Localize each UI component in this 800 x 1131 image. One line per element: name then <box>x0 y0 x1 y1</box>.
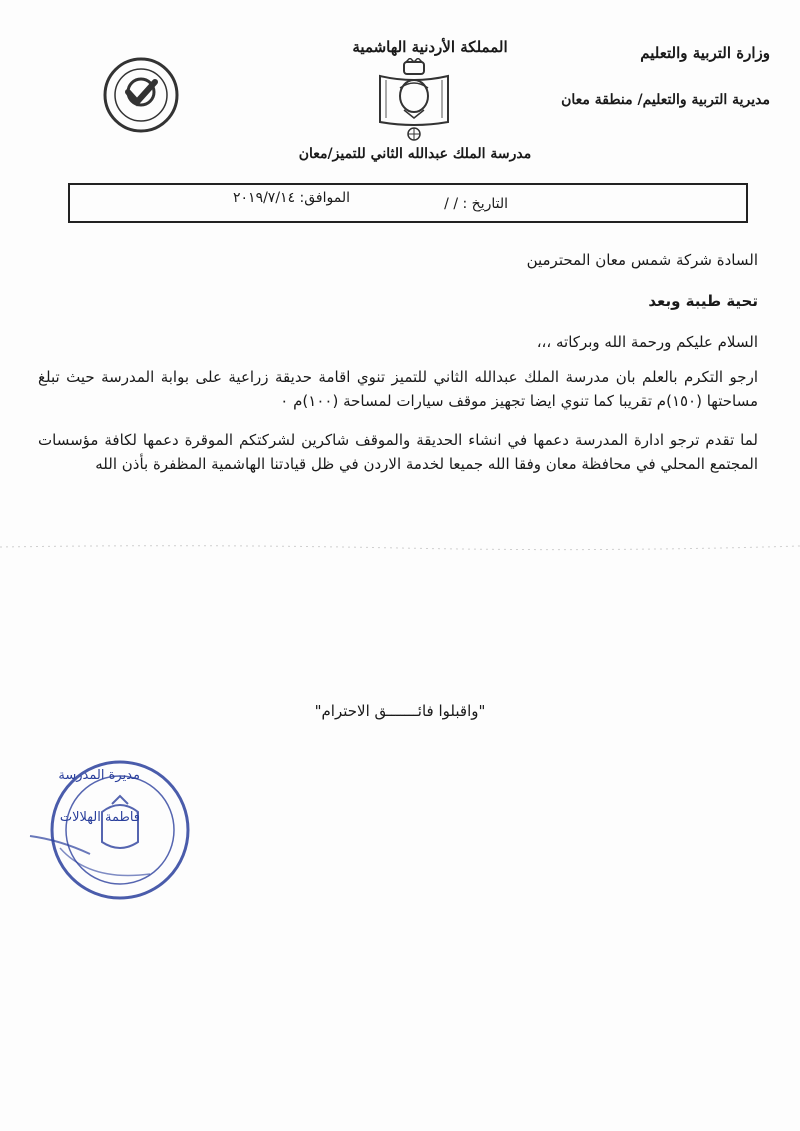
salutation-line: السلام عليكم ورحمة الله وبركاته ،،، <box>536 333 758 351</box>
body-paragraph-1: ارجو التكرم بالعلم بان مدرسة الملك عبدالله الثاني للتميز تنوي اقامة حديقة زراعية على بوابة المدرسة حيث تبلغ مساحتها (١٥٠)م تقريبا كما تنوي ايضا تجهيز موقف سيارات لمساحة (١٠٠)م ٠ <box>38 368 758 410</box>
closing-line: "واقبلوا فائـــــــق الاحترام" <box>314 702 486 720</box>
ministry-title: وزارة التربية والتعليم <box>640 44 770 62</box>
body-paragraph-2: لما تقدم ترجو ادارة المدرسة دعمها في انشاء الحديقة والموقف شاكرين لشركتكم الموقرة دعمها لكافة مؤسسات المجتمع المحلي في محافظة معان وفقا الله جميعا لخدمة الاردن في ظل قيادتنا الهاشمية المظفرة بأذن الله <box>38 431 758 473</box>
signatory-name: فاطمة الهلالات <box>59 810 140 825</box>
school-title: مدرسة الملك عبدالله الثاني للتميز/معان <box>298 146 532 162</box>
corresponding-date: الموافق: ٢٠١٩/٧/١٤ <box>233 190 350 206</box>
signatory-title: مديرة المدرسة <box>58 768 140 783</box>
greeting-line: تحية طيبة وبعد <box>648 292 758 310</box>
sgs-certification-logo <box>102 56 180 134</box>
directorate-title: مديرية التربية والتعليم/ منطقة معان <box>561 92 770 108</box>
coat-of-arms-emblem <box>372 58 456 144</box>
scan-smudge <box>0 540 800 554</box>
date-label: التاريخ : / / <box>444 196 508 212</box>
kingdom-title: المملكة الأردنية الهاشمية <box>352 38 508 56</box>
addressee-line: السادة شركة شمس معان المحترمين <box>526 251 758 269</box>
